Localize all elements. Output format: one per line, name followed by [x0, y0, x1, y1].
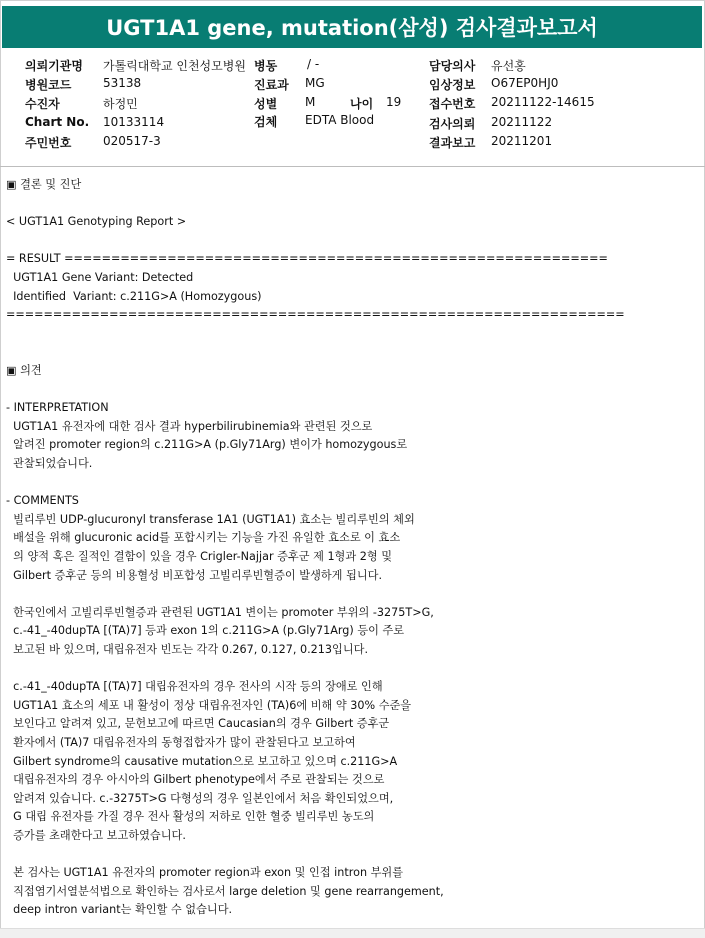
- clinical-info-label: 임상정보: [429, 78, 476, 92]
- report-line: deep intron variant는 확인할 수 없습니다.: [6, 903, 233, 917]
- resident-no-value: 020517-3: [103, 134, 161, 148]
- report-line: UGT1A1 효소의 세포 내 활성이 정상 대립유전자인 (TA)6에 비해 약 30% 수준을: [6, 698, 412, 712]
- report-line: 보인다고 알려져 있고, 문헌보고에 따르면 Caucasian의 경우 Gilbert 증후군: [6, 717, 390, 731]
- dept-value: MG: [305, 76, 325, 90]
- specimen-value: EDTA Blood: [305, 113, 375, 127]
- hospital-value: 가톨릭대학교 인천성모병원: [103, 59, 246, 73]
- report-date-label: 결과보고: [429, 136, 476, 150]
- dept-label: 진료과: [254, 78, 289, 92]
- report-line: 직접염기서열분석법으로 확인하는 검사로서 large deletion 및 gene rearrangement,: [6, 884, 444, 898]
- report-line: UGT1A1 유전자에 대한 검사 결과 hyperbilirubinemia와 관련된 것으로: [6, 419, 373, 433]
- clinical-info-value: O67EP0HJ0: [491, 76, 559, 90]
- report-line: Gilbert syndrome의 causative mutation으로 보고하고 있으며 c.211G>A: [6, 754, 398, 768]
- specimen-label: 검체: [254, 115, 278, 129]
- report-header: [0, 55, 705, 163]
- report-line: Identified Variant: c.211G>A (Homozygous): [6, 289, 262, 303]
- header-divider: [0, 166, 705, 167]
- report-line: Gilbert 증후군 등의 비용혈성 비포합성 고빌리루빈혈증이 발생하게 됩니다.: [6, 568, 383, 582]
- report-line: G 대립 유전자를 가질 경우 전사 활성의 저하로 인한 혈중 빌리루빈 농도의: [6, 810, 375, 824]
- report-line: 배설을 위해 glucuronic acid를 포합시키는 기능을 가진 유일한 효소로 이 효소: [6, 531, 401, 545]
- report-line: 환자에서 (TA)7 대립유전자의 동형접합자가 많이 관찰된다고 보고하여: [6, 736, 356, 749]
- report-line: 의 양적 혹은 질적인 결함이 있을 경우 Crigler-Najjar 증후군 제 1형과 2형 및: [6, 550, 393, 563]
- chart-no-label: Chart No.: [25, 115, 90, 129]
- doctor-value: 유선홍: [491, 59, 526, 73]
- report-line: - COMMENTS: [6, 494, 79, 508]
- age-value: 19: [386, 95, 402, 109]
- report-line: 알려져 있습니다. c.-3275T>G 다형성의 경우 일본인에서 처음 확인되었으며,: [6, 791, 394, 805]
- hospital-code-value: 53138: [103, 76, 142, 90]
- age-label: 나이: [350, 97, 374, 111]
- report-line: = RESULT ==========================================================: [6, 252, 608, 266]
- hospital-code-label: 병원코드: [25, 78, 72, 92]
- patient-value: 하정민: [103, 97, 138, 111]
- report-line: 본 검사는 UGT1A1 유전자의 promoter region과 exon 및 인접 intron 부위를: [6, 866, 404, 880]
- report-line: 보고된 바 있으며, 대립유전자 빈도는 각각 0.267, 0.127, 0.213입니다.: [6, 643, 369, 656]
- report-line: 빌리루빈 UDP-glucuronyl transferase 1A1 (UGT1A1) 효소는 빌리루빈의 체외: [6, 512, 415, 526]
- sex-value: M: [305, 95, 316, 109]
- report-line: 한국인에서 고빌리루빈혈증과 관련된 UGT1A1 변이는 promoter 부위의 -3275T>G,: [6, 605, 434, 619]
- report-line: 증가를 초래한다고 보고하였습니다.: [6, 829, 186, 842]
- ward-value: / -: [307, 57, 320, 71]
- ward-label: 병동: [254, 59, 278, 73]
- report-line: 관찰되었습니다.: [6, 457, 93, 470]
- report-line: ▣ 결론 및 진단: [6, 178, 82, 191]
- report-line: 대립유전자의 경우 아시아의 Gilbert phenotype에서 주로 관찰되는 것으로: [6, 773, 385, 787]
- report-line: UGT1A1 Gene Variant: Detected: [6, 271, 194, 284]
- hospital-label: 의뢰기관명: [25, 59, 83, 73]
- request-date-label: 검사의뢰: [429, 117, 476, 131]
- report-line: c.-41_-40dupTA [(TA)7] 등과 exon 1의 c.211G>A (p.Gly71Arg) 등이 주로: [6, 624, 405, 638]
- receipt-no-value: 20211122-14615: [491, 95, 595, 109]
- report-line: - INTERPRETATION: [6, 401, 109, 415]
- receipt-no-label: 접수번호: [429, 97, 476, 111]
- request-date-value: 20211122: [491, 115, 553, 129]
- report-line: ==================================================================: [6, 308, 625, 322]
- resident-no-label: 주민번호: [25, 136, 72, 150]
- report-line: c.-41_-40dupTA [(TA)7] 대립유전자의 경우 전사의 시작 등의 장애로 인해: [6, 680, 383, 694]
- patient-label: 수진자: [25, 97, 60, 111]
- report-line: 알려진 promoter region의 c.211G>A (p.Gly71Arg) 변이가 homozygous로: [6, 438, 408, 452]
- sex-label: 성별: [254, 97, 278, 111]
- report-date-value: 20211201: [491, 134, 553, 148]
- report-line: < UGT1A1 Genotyping Report >: [6, 215, 187, 229]
- report-line: ▣ 의견: [6, 364, 42, 377]
- doctor-label: 담당의사: [429, 59, 476, 73]
- chart-no-value: 10133114: [103, 115, 165, 129]
- report-title: UGT1A1 gene, mutation(삼성) 검사결과보고서: [2, 6, 702, 48]
